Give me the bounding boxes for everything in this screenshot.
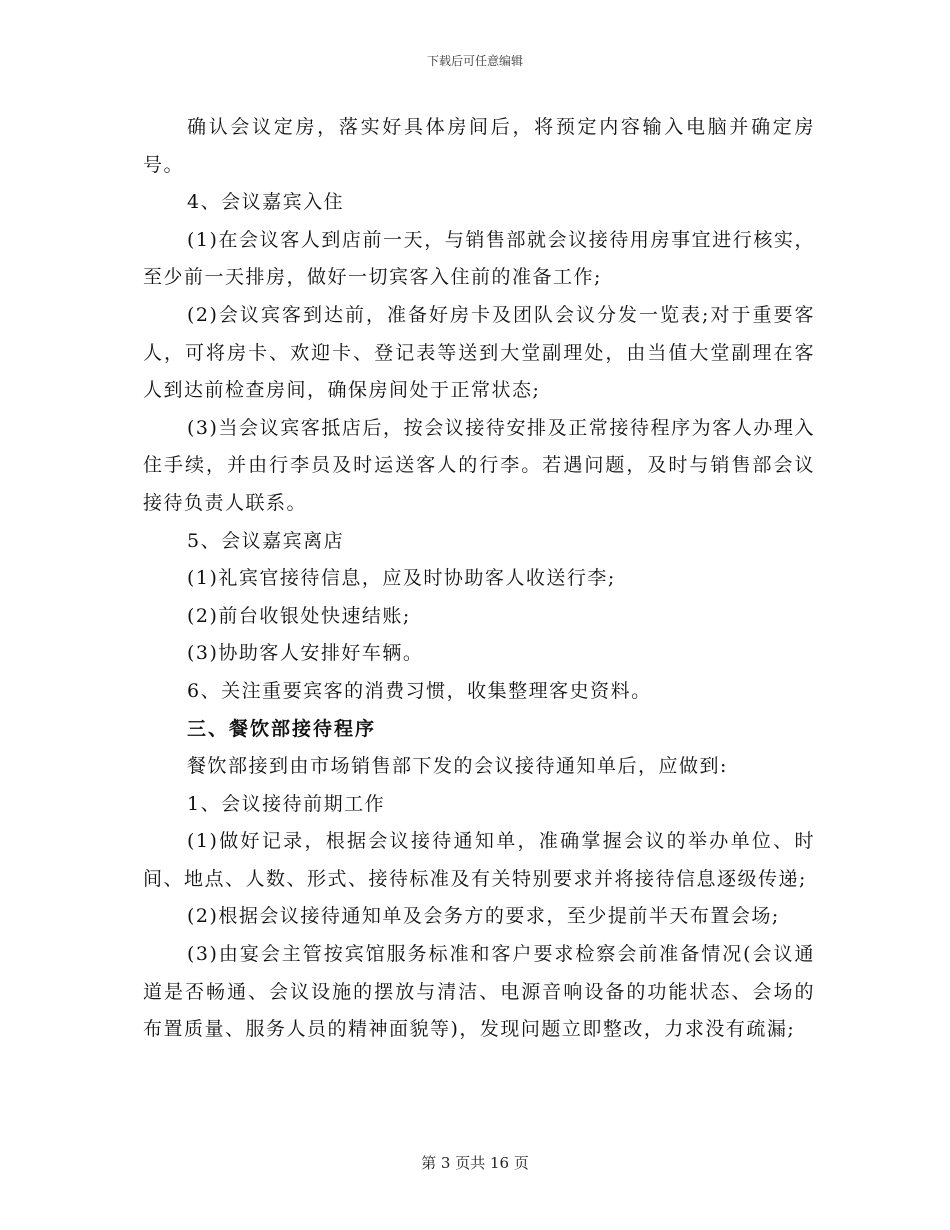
section-heading: 4、会议嘉宾入住: [187, 191, 345, 214]
paragraph: (1)在会议客人到店前一天，与销售部就会议接待用房事宜进行核实，至少前一天排房，做好一切宾客入住前的准备工作;: [143, 228, 815, 289]
document-body: [143, 109, 815, 1049]
paragraph: (3)协助客人安排好车辆。: [187, 642, 424, 665]
paragraph: 确认会议定房，落实好具体房间后，将预定内容输入电脑并确定房号。: [143, 116, 815, 176]
paragraph: (3)由宴会主管按宾馆服务标准和客户要求检察会前准备情况(会议通道是否畅通、会议设施的摆放与清洁、电源音响设备的功能状态、会场的布置质量、服务人员的精神面貌等)，发现问题立即整改，力求没有疏漏;: [143, 943, 815, 1041]
page-footer: 第 3 页共 16 页: [421, 1154, 529, 1172]
paragraph: 6、关注重要宾客的消费习惯，收集整理客史资料。: [187, 679, 652, 702]
paragraph: 餐饮部接到由市场销售部下发的会议接待通知单后，应做到:: [187, 755, 728, 778]
paragraph: (3)当会议宾客抵店后，按会议接待安排及正常接待程序为客人办理入住手续，并由行李员及时运送客人的行李。若遇问题，及时与销售部会议接待负责人联系。: [143, 416, 815, 514]
paragraph: (2)根据会议接待通知单及会务方的要求，至少提前半天布置会场;: [187, 905, 780, 928]
chapter-heading: 三、餐饮部接待程序: [187, 717, 377, 740]
paragraph: (1)礼宾官接待信息，应及时协助客人收送行李;: [187, 567, 616, 590]
paragraph: (2)会议宾客到达前，准备好房卡及团队会议分发一览表;对于重要客人，可将房卡、欢迎卡、登记表等送到大堂副理处，由当值大堂副理在客人到达前检查房间，确保房间处于正常状态;: [143, 303, 815, 402]
page-header: 下载后可任意编辑: [426, 54, 523, 68]
section-heading: 1、会议接待前期工作: [187, 792, 386, 815]
paragraph: (1)做好记录，根据会议接待通知单，准确掌握会议的举办单位、时间、地点、人数、形式、接待标准及有关特别要求并将接待信息逐级传递;: [143, 830, 815, 890]
section-heading: 5、会议嘉宾离店: [187, 529, 345, 552]
paragraph: (2)前台收银处快速结账;: [187, 604, 411, 627]
